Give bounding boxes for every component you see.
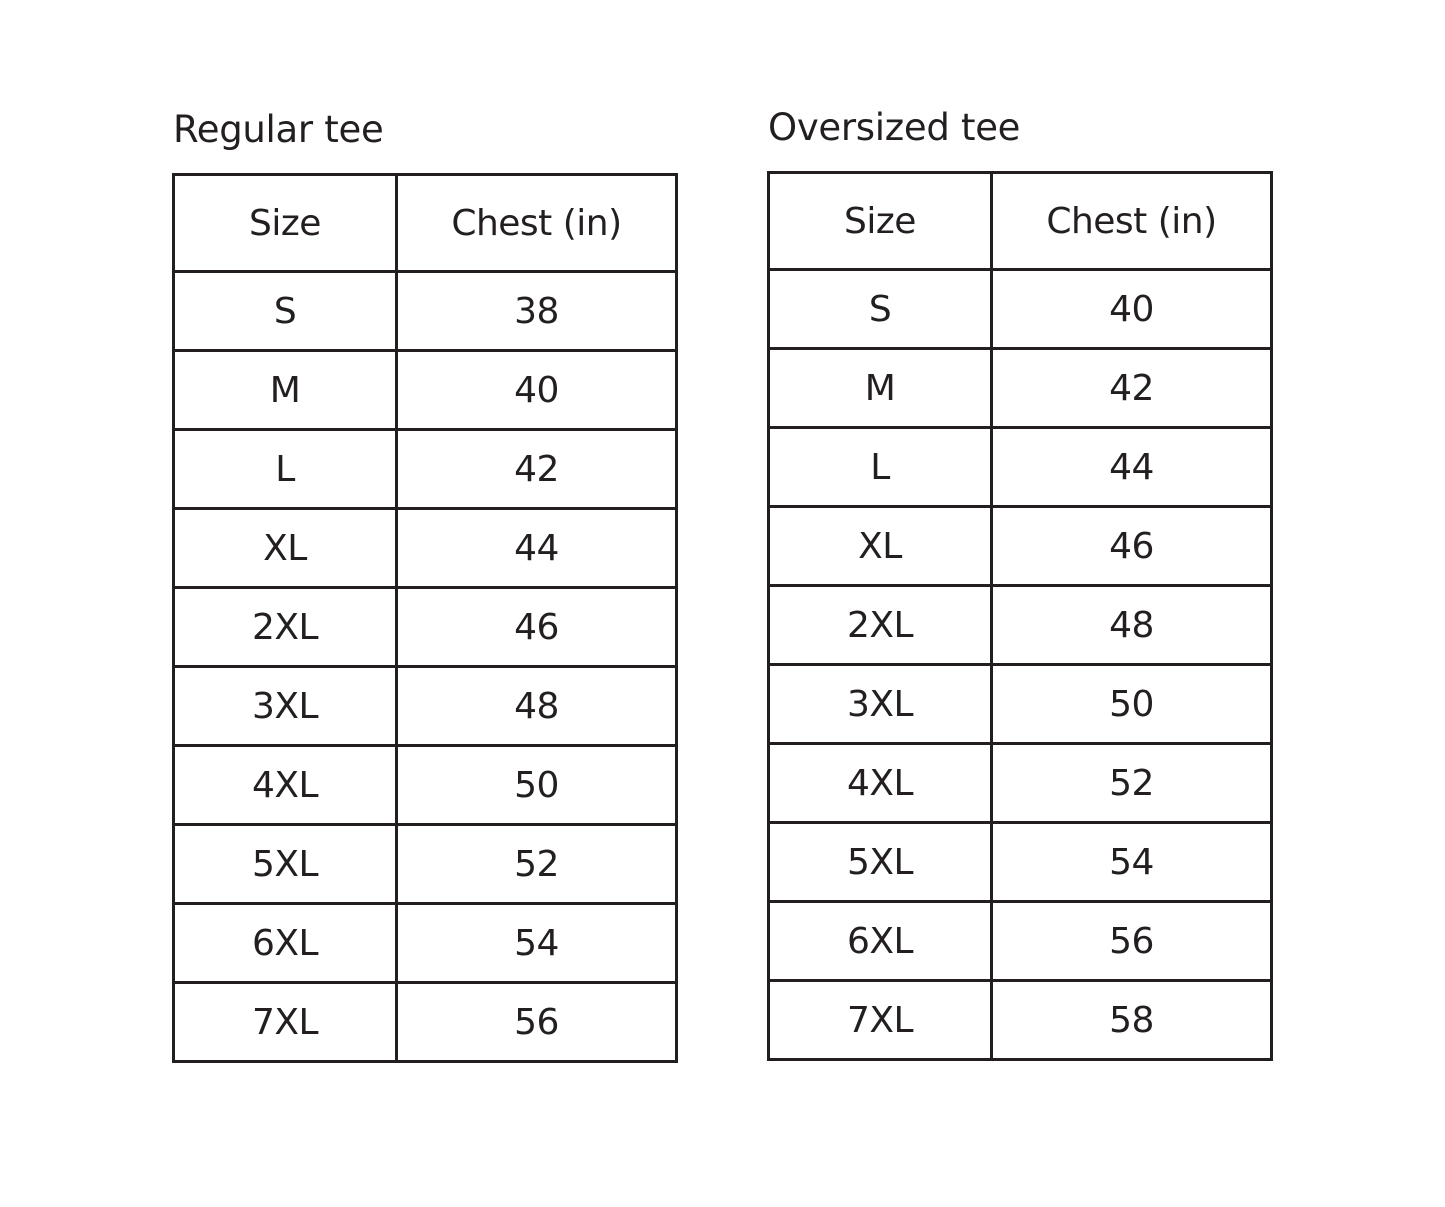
chest-cell: 44 xyxy=(397,509,677,588)
size-cell: 5XL xyxy=(174,825,397,904)
chest-cell: 42 xyxy=(992,349,1272,428)
chest-cell: 48 xyxy=(992,586,1272,665)
table-row xyxy=(769,823,1272,902)
chest-cell: 40 xyxy=(992,270,1272,349)
size-cell: 2XL xyxy=(174,588,397,667)
table-row xyxy=(769,507,1272,586)
size-cell: S xyxy=(769,270,992,349)
size-cell: XL xyxy=(769,507,992,586)
size-column-header: Size xyxy=(769,173,992,270)
regular-tee-title: Regular tee xyxy=(173,108,384,151)
table-row xyxy=(174,430,677,509)
chest-cell: 52 xyxy=(397,825,677,904)
table-row xyxy=(769,665,1272,744)
chest-cell: 46 xyxy=(992,507,1272,586)
chest-cell: 48 xyxy=(397,667,677,746)
size-cell: XL xyxy=(174,509,397,588)
chest-cell: 50 xyxy=(397,746,677,825)
table-header-row xyxy=(769,173,1272,270)
chest-cell: 46 xyxy=(397,588,677,667)
oversized-tee-table xyxy=(767,171,1273,1061)
table-header-row xyxy=(174,175,677,272)
table-row xyxy=(769,349,1272,428)
table-row xyxy=(769,270,1272,349)
size-cell: 5XL xyxy=(769,823,992,902)
table-row xyxy=(174,272,677,351)
chest-cell: 58 xyxy=(992,981,1272,1060)
size-cell: L xyxy=(769,428,992,507)
size-cell: 2XL xyxy=(769,586,992,665)
table-row xyxy=(769,744,1272,823)
table-row xyxy=(769,428,1272,507)
chest-cell: 42 xyxy=(397,430,677,509)
table-row xyxy=(769,902,1272,981)
table-row xyxy=(769,981,1272,1060)
chest-column-header: Chest (in) xyxy=(992,173,1272,270)
size-cell: 6XL xyxy=(174,904,397,983)
oversized-tee-title: Oversized tee xyxy=(768,106,1021,149)
regular-tee-table xyxy=(172,173,678,1063)
table-row xyxy=(174,746,677,825)
table-row xyxy=(174,983,677,1062)
table-row xyxy=(174,667,677,746)
chest-cell: 50 xyxy=(992,665,1272,744)
oversized-tee-size-chart xyxy=(767,106,1273,1061)
chest-cell: 44 xyxy=(992,428,1272,507)
size-cell: 4XL xyxy=(174,746,397,825)
size-cell: L xyxy=(174,430,397,509)
size-cell: 3XL xyxy=(769,665,992,744)
chest-cell: 56 xyxy=(992,902,1272,981)
table-row xyxy=(769,586,1272,665)
size-cell: M xyxy=(174,351,397,430)
size-cell: 4XL xyxy=(769,744,992,823)
chest-column-header: Chest (in) xyxy=(397,175,677,272)
regular-tee-size-chart xyxy=(172,108,678,1063)
table-row xyxy=(174,509,677,588)
chest-cell: 40 xyxy=(397,351,677,430)
size-cell: S xyxy=(174,272,397,351)
table-row xyxy=(174,825,677,904)
chest-cell: 56 xyxy=(397,983,677,1062)
size-cell: 3XL xyxy=(174,667,397,746)
table-row xyxy=(174,588,677,667)
chest-cell: 38 xyxy=(397,272,677,351)
size-cell: 7XL xyxy=(174,983,397,1062)
table-row xyxy=(174,351,677,430)
size-cell: 6XL xyxy=(769,902,992,981)
size-cell: 7XL xyxy=(769,981,992,1060)
chest-cell: 54 xyxy=(992,823,1272,902)
chest-cell: 54 xyxy=(397,904,677,983)
size-cell: M xyxy=(769,349,992,428)
chest-cell: 52 xyxy=(992,744,1272,823)
size-column-header: Size xyxy=(174,175,397,272)
table-row xyxy=(174,904,677,983)
